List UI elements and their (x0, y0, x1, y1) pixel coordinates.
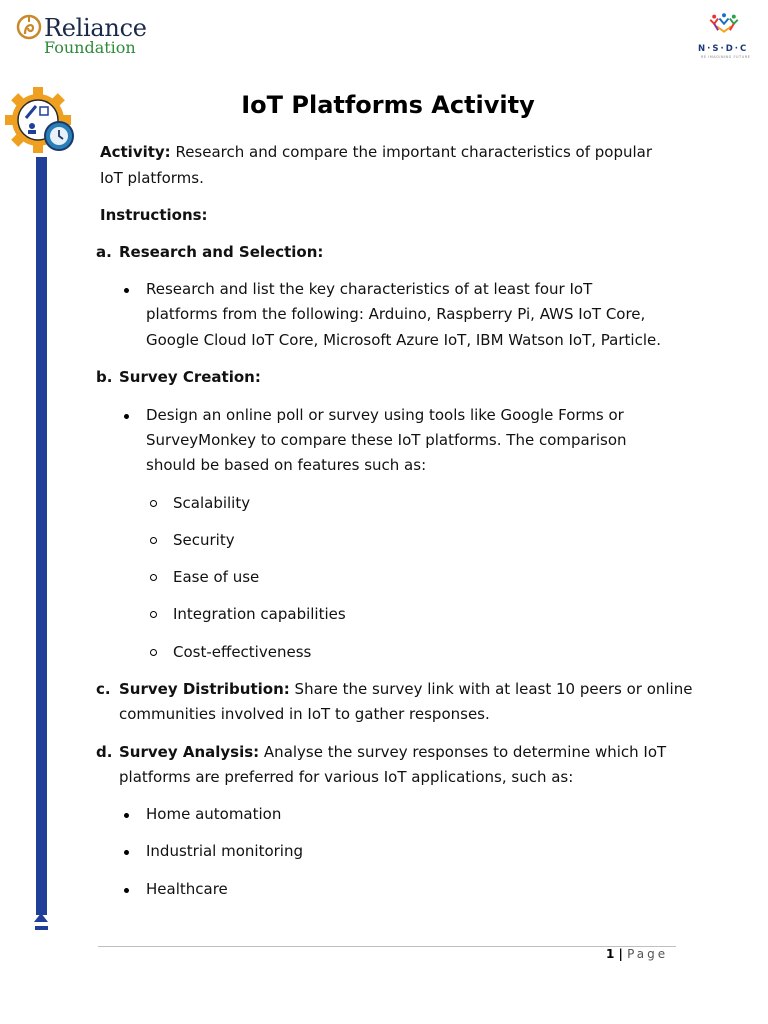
page-label: Page (627, 947, 669, 961)
bullet-dot (124, 850, 129, 855)
page-footer (606, 947, 668, 961)
side-accent-bar (36, 157, 47, 915)
nsdc-tagline: RE IMAGINING FUTURE (701, 55, 751, 59)
activity-text: Research and compare the important characteristics of popular (170, 143, 653, 161)
section-d-heading: Survey Analysis: (119, 743, 260, 761)
page-separator: | (614, 947, 628, 961)
nsdc-wordmark: N·S·D·C (698, 44, 749, 54)
circle-bullet (150, 500, 157, 507)
section-a-bullet-line: platforms from the following: Arduino, Raspberry Pi, AWS IoT Core, (146, 305, 646, 323)
bullet-dot (124, 888, 129, 893)
circle-bullet (150, 574, 157, 581)
page-number: 1 (606, 947, 615, 961)
activity-line-2: IoT platforms. (100, 169, 204, 187)
section-b-bullet-line: should be based on features such as: (146, 456, 427, 474)
activity-line-1 (100, 140, 652, 165)
circle-bullet (150, 611, 157, 618)
section-b-bullet-line: SurveyMonkey to compare these IoT platforms. The comparison (146, 431, 627, 449)
side-bar-arrow-icon (34, 913, 48, 922)
feature-item: Scalability (173, 494, 251, 512)
section-c-line-2: communities involved in IoT to gather responses. (119, 705, 490, 723)
page-title: IoT Platforms Activity (241, 91, 535, 119)
reliance-wordmark: Reliance (44, 14, 147, 42)
reliance-emblem-icon (16, 14, 42, 44)
bullet-dot (124, 288, 129, 293)
bullet-dot (124, 813, 129, 818)
feature-item: Security (173, 531, 235, 549)
section-b-heading: Survey Creation: (119, 368, 261, 386)
section-d-text: Analyse the survey responses to determine which IoT (259, 743, 667, 761)
feature-item: Integration capabilities (173, 605, 346, 623)
application-item: Industrial monitoring (146, 842, 304, 860)
bullet-dot (124, 414, 129, 419)
foundation-wordmark: Foundation (44, 38, 136, 57)
nsdc-people-icon (695, 12, 753, 46)
circle-bullet (150, 649, 157, 656)
footer-divider (98, 946, 676, 947)
section-c-line-1 (119, 677, 692, 702)
section-d-line-1 (119, 740, 666, 765)
section-a-heading: Research and Selection: (119, 243, 324, 261)
section-d-line-2: platforms are preferred for various IoT applications, such as: (119, 768, 574, 786)
section-a-bullet-line: Google Cloud IoT Core, Microsoft Azure IoT, IBM Watson IoT, Particle. (146, 331, 661, 349)
section-c-text: Share the survey link with at least 10 peers or online (289, 680, 693, 698)
instructions-heading: Instructions: (100, 206, 208, 224)
section-a-bullet-line: Research and list the key characteristics of at least four IoT (146, 280, 593, 298)
application-item: Home automation (146, 805, 282, 823)
feature-item: Ease of use (173, 568, 260, 586)
side-bar-cap (35, 926, 48, 930)
section-a-marker: a. (96, 243, 112, 261)
section-b-marker: b. (96, 368, 113, 386)
circle-bullet (150, 537, 157, 544)
application-item: Healthcare (146, 880, 228, 898)
feature-item: Cost-effectiveness (173, 643, 312, 661)
section-d-marker: d. (96, 743, 113, 761)
section-b-bullet-line: Design an online poll or survey using tools like Google Forms or (146, 406, 624, 424)
section-c-marker: c. (96, 680, 111, 698)
activity-label: Activity: (100, 143, 171, 161)
section-c-heading: Survey Distribution: (119, 680, 290, 698)
